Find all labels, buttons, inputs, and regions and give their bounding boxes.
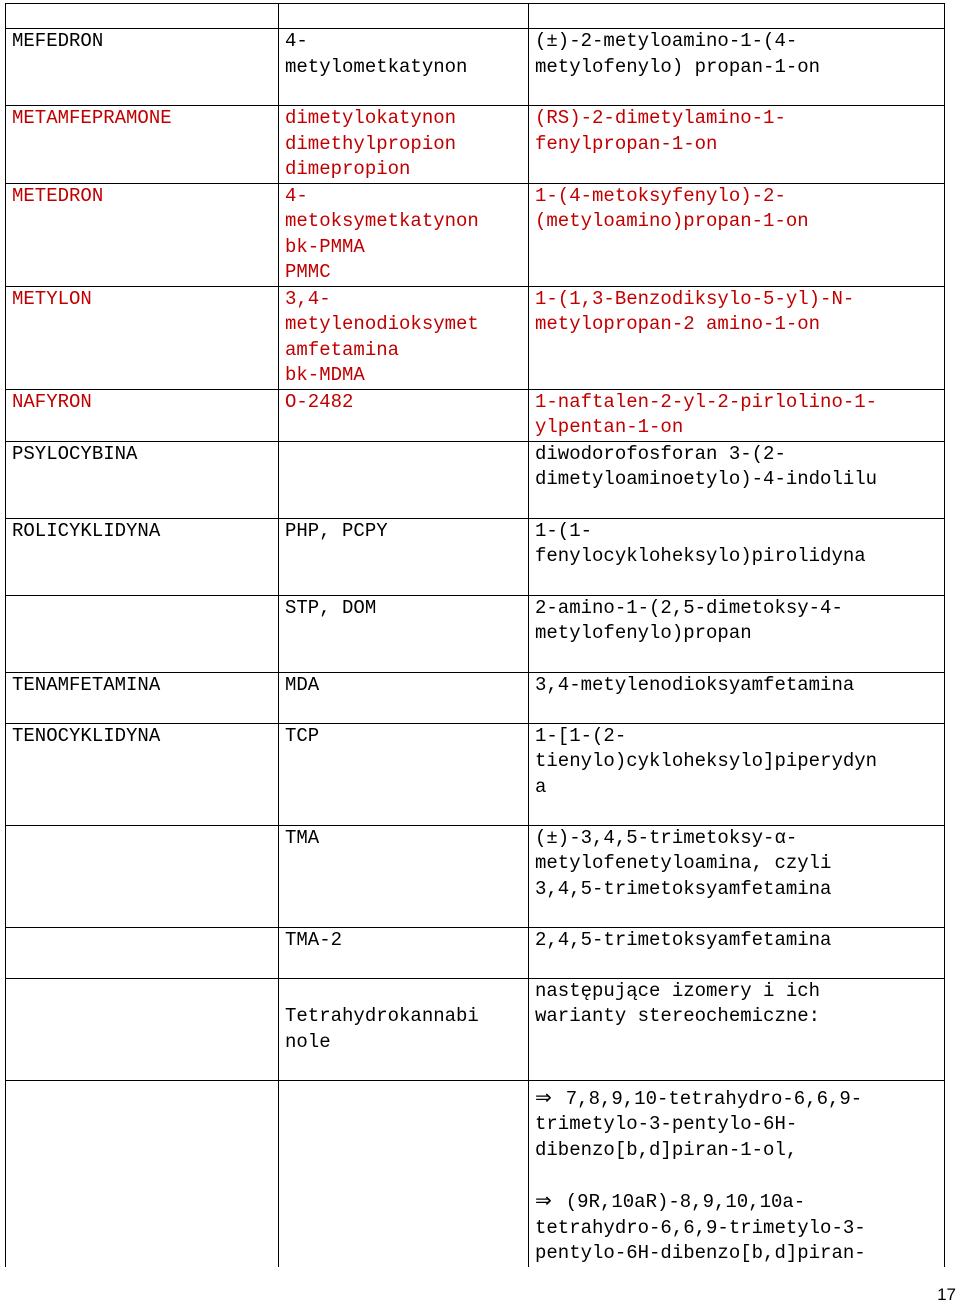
substance-name: MEFEDRON <box>12 30 104 52</box>
table-row <box>6 441 945 518</box>
chemical-name: następujące izomery i ich warianty stereochemiczne: <box>535 979 821 1027</box>
substance-alias: TCP <box>285 724 320 747</box>
substance-name: METEDRON <box>12 184 104 207</box>
chemical-name: 1-(1- fenylocykloheksylo)pirolidyna <box>535 519 866 567</box>
isomer-item <box>529 1081 944 1164</box>
substance-alias: 4- metoksymetkatynon bk-PMMA PMMC <box>285 184 479 283</box>
isomer-text: (9R,10aR)-8,9,10,10a- tetrahydro-6,6,9-trimetylo-3- pentylo-6H-dibenzo[b,d]piran- <box>535 1191 866 1264</box>
table-row <box>6 389 945 441</box>
substance-name: ROLICYKLIDYNA <box>12 519 161 542</box>
substance-name: METYLON <box>12 287 92 310</box>
substance-alias: O-2482 <box>285 390 354 413</box>
table-row <box>6 518 945 595</box>
chemical-name: (±)-3,4,5-trimetoksy-α- metylofenetyloamina, czyli 3,4,5-trimetoksyamfetamina <box>535 826 832 900</box>
substance-alias: 3,4- metylenodioksymet amfetamina bk-MDMA <box>285 287 479 386</box>
table-row <box>6 1080 945 1267</box>
substance-name: TENAMFETAMINA <box>12 673 161 696</box>
substance-alias: PHP, PCPY <box>285 519 388 542</box>
substance-name: PSYLOCYBINA <box>12 442 138 465</box>
table-row <box>6 595 945 672</box>
chemical-name: 2,4,5-trimetoksyamfetamina <box>535 928 832 951</box>
chemical-name: 1-[1-(2- tienylo)cykloheksylo]piperydyn a <box>535 724 878 798</box>
chemical-name: 2-amino-1-(2,5-dimetoksy-4- metylofenylo)propan <box>535 596 843 644</box>
chemical-name: (±)-2-metyloamino-1-(4- metylofenylo) propan-1-on <box>535 30 821 78</box>
table-row <box>6 29 945 106</box>
implies-arrow-icon: ⇒ <box>535 1188 552 1212</box>
chemical-name: 1-(1,3-Benzodiksylo-5-yl)-N- metylopropan-2 amino-1-on <box>535 287 855 335</box>
table-row <box>6 672 945 723</box>
table-header-row <box>6 4 945 29</box>
chemical-name: 1-naftalen-2-yl-2-pirlolino-1- ylpentan-1-on <box>535 390 878 438</box>
implies-arrow-icon: ⇒ <box>535 1084 552 1109</box>
substance-alias: dimetylokatynon dimethylpropion dimepropion <box>285 107 457 180</box>
table-row <box>6 927 945 978</box>
substance-alias: 4- metylometkatynon <box>285 30 468 78</box>
table-row <box>6 183 945 286</box>
table-row <box>6 286 945 389</box>
substance-alias: Tetrahydrokannabi nole <box>285 1005 479 1053</box>
chemical-name: 3,4-metylenodioksyamfetamina <box>535 673 855 696</box>
page-number: 17 <box>937 1285 956 1304</box>
isomer-item <box>529 1163 944 1267</box>
chemical-name: diwodorofosforan 3-(2- dimetyloaminoetylo)-4-indolilu <box>535 442 878 490</box>
table-row <box>6 825 945 927</box>
substance-alias: STP, DOM <box>285 596 377 619</box>
substance-alias: TMA-2 <box>285 928 343 951</box>
chemical-name: 1-(4-metoksyfenylo)-2- (metyloamino)propan-1-on <box>535 184 809 232</box>
substance-alias: MDA <box>285 673 320 696</box>
table-row <box>6 106 945 184</box>
chemical-name: (RS)-2-dimetylamino-1- fenylpropan-1-on <box>535 107 786 155</box>
table-row <box>6 978 945 1080</box>
substance-name: TENOCYKLIDYNA <box>12 724 161 747</box>
substance-name: METAMFEPRAMONE <box>12 107 172 129</box>
isomer-text: 7,8,9,10-tetrahydro-6,6,9- trimetylo-3-pentylo-6H- dibenzo[b,d]piran-1-ol, <box>535 1087 863 1161</box>
substance-table <box>5 3 945 1267</box>
substance-alias: TMA <box>285 826 320 849</box>
table-row <box>6 723 945 825</box>
substance-name: NAFYRON <box>12 390 92 413</box>
